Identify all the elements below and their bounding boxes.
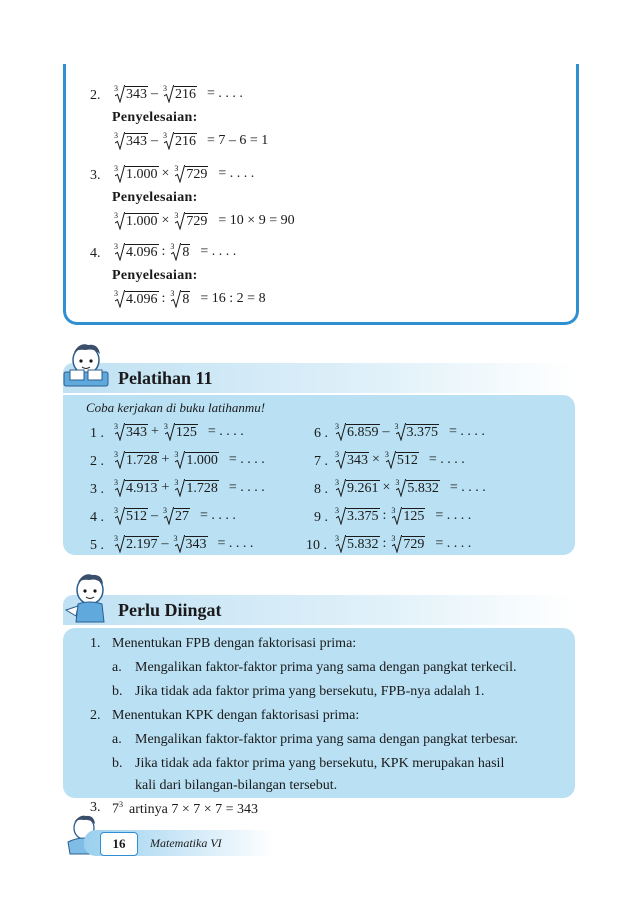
equals-result: = . . . . (200, 244, 237, 259)
solution-label: Penyelesaian: (112, 190, 198, 205)
cube-root-b (163, 85, 197, 103)
equals-result: = 7 – 6 = 1 (207, 133, 269, 148)
cube-root-a (335, 423, 380, 441)
root-index: 3 (114, 289, 118, 298)
pelatihan-instruction: Coba kerjakan di buku latihanmu! (86, 400, 266, 415)
cube-root-a (114, 451, 159, 469)
cube-root-a (114, 212, 159, 230)
equals-result: = . . . . (449, 424, 485, 439)
root-index: 3 (163, 84, 167, 93)
root-index: 3 (170, 242, 175, 251)
example-number: 4. (90, 246, 101, 261)
list-item-text: Jika tidak ada faktor prima yang bersekutu, FPB-nya adalah 1. (135, 684, 485, 699)
root-index: 3 (394, 422, 399, 431)
list-item-text: Mengalikan faktor-faktor prima yang sama dengan pangkat terkecil. (135, 660, 517, 675)
radicand: 343 (185, 537, 207, 552)
radicand: 1.728 (126, 453, 158, 468)
root-index: 3 (335, 506, 339, 515)
radicand: 343 (347, 453, 368, 468)
student-reading-illustration (58, 340, 114, 392)
cube-root-b (391, 535, 425, 553)
child-thinking-illustration (60, 570, 118, 628)
operator: – (382, 424, 390, 439)
root-index: 3 (163, 506, 167, 515)
equals-result: = . . . . (218, 166, 255, 181)
root-index: 3 (114, 534, 118, 543)
cube-root-b (163, 507, 190, 525)
list-label: 1. (90, 636, 101, 651)
root-index: 3 (384, 450, 389, 459)
operator: – (151, 508, 158, 523)
root-index: 3 (174, 478, 179, 487)
root-index: 3 (114, 450, 118, 459)
exercise-expression (112, 479, 265, 497)
example-number: 3. (90, 168, 101, 183)
radicand: 5.832 (347, 537, 379, 552)
exercise-expression (112, 535, 253, 553)
operator: : (161, 244, 166, 259)
equals-result: = . . . . (449, 480, 486, 495)
root-index: 3 (114, 478, 118, 487)
cube-root-b (170, 243, 190, 261)
example-question (112, 243, 236, 261)
power-base: 7 (112, 801, 119, 817)
operator: : (382, 508, 387, 523)
list-label: b. (112, 684, 123, 699)
example-answer (112, 132, 268, 150)
exercise-expression (333, 479, 486, 497)
cube-root-a (335, 507, 380, 525)
power-explanation: artinya 7 × 7 × 7 = 343 (129, 801, 259, 817)
footer-book-title: Matematika VI (150, 836, 222, 850)
exercise-expression (333, 451, 465, 469)
root-index: 3 (114, 242, 118, 251)
solution-label: Penyelesaian: (112, 268, 198, 283)
exercise-number: 5 . (90, 538, 104, 553)
operator: + (161, 452, 170, 467)
list-label: 3. (90, 800, 101, 815)
radicand: 3.375 (406, 425, 438, 440)
cube-root-a (114, 243, 159, 261)
root-index: 3 (114, 164, 118, 173)
solution-label: Penyelesaian: (112, 110, 198, 125)
example-answer (112, 212, 295, 230)
radicand: 729 (186, 214, 208, 229)
root-index: 3 (335, 478, 339, 487)
root-index: 3 (114, 422, 118, 431)
equals-result: = . . . . (207, 86, 243, 101)
list-label: a. (112, 732, 122, 747)
radicand: 216 (175, 134, 196, 149)
cube-root-a (114, 165, 159, 183)
radicand: 1.000 (186, 453, 218, 468)
list-item-text: Mengalikan faktor-faktor prima yang sama dengan pangkat terbesar. (135, 732, 519, 747)
radicand: 2.197 (126, 537, 158, 552)
root-index: 3 (335, 450, 339, 459)
equals-result: = . . . . (228, 480, 265, 495)
root-index: 3 (173, 534, 178, 543)
example-answer (112, 290, 266, 308)
radicand: 216 (175, 87, 196, 102)
cube-root-b (174, 451, 219, 469)
root-index: 3 (114, 84, 118, 93)
exercise-number: 8 . (314, 482, 328, 497)
cube-root-a (114, 479, 159, 497)
root-index: 3 (170, 289, 175, 298)
radicand: 512 (396, 453, 418, 468)
equals-result: = . . . . (217, 536, 254, 551)
exercise-number: 10 . (306, 538, 327, 553)
radicand: 729 (186, 167, 208, 182)
root-index: 3 (114, 211, 118, 220)
exercise-number: 9 . (314, 510, 328, 525)
equals-result: = 16 : 2 = 8 (200, 291, 266, 306)
cube-root-a (114, 290, 159, 308)
cube-root-a (335, 479, 380, 497)
cube-root-b (395, 479, 440, 497)
radicand: 1.000 (126, 214, 158, 229)
exercise-number: 7 . (314, 454, 328, 469)
cube-root-a (114, 507, 148, 525)
root-index: 3 (114, 131, 118, 140)
pelatihan-title: Pelatihan 11 (118, 368, 213, 388)
root-index: 3 (335, 422, 339, 431)
radicand: 3.375 (347, 509, 379, 524)
radicand: 1.000 (126, 167, 158, 182)
radicand: 4.096 (126, 245, 158, 260)
equals-result: = . . . . (428, 452, 465, 467)
root-index: 3 (391, 506, 396, 515)
equals-result: = . . . . (435, 536, 472, 551)
equals-result: = . . . . (200, 508, 236, 523)
equals-result: = . . . . (207, 424, 244, 439)
radicand: 512 (126, 509, 147, 524)
cube-root-a (114, 423, 148, 441)
radicand: 125 (403, 509, 425, 524)
exercise-number: 4 . (90, 510, 104, 525)
list-item-text: Jika tidak ada faktor prima yang bersekutu, KPK merupakan hasil (135, 756, 505, 771)
exercise-expression (112, 507, 236, 525)
cube-root-a (114, 85, 148, 103)
root-index: 3 (163, 131, 167, 140)
radicand: 343 (126, 425, 147, 440)
cube-root-a (114, 132, 148, 150)
cube-root-b (395, 423, 440, 441)
radicand: 1.728 (186, 481, 218, 496)
equals-result: = . . . . (435, 508, 472, 523)
operator: × (161, 213, 170, 228)
example-question (112, 165, 254, 183)
operator: – (151, 133, 158, 148)
operator: : (161, 291, 166, 306)
cube-root-b (391, 507, 425, 525)
exercise-number: 6 . (314, 426, 328, 441)
radicand: 4.913 (126, 481, 158, 496)
radicand: 5.832 (407, 481, 439, 496)
list-item-text: kali dari bilangan-bilangan tersebut. (135, 778, 338, 793)
operator: × (372, 452, 380, 467)
radicand: 9.261 (347, 481, 379, 496)
equals-result: = . . . . (228, 452, 265, 467)
operator: – (161, 536, 169, 551)
cube-root-b (164, 423, 198, 441)
list-item-text: Menentukan FPB dengan faktorisasi prima: (112, 636, 357, 651)
radicand: 125 (175, 425, 197, 440)
pelatihan-box (63, 395, 575, 555)
ingat-title: Perlu Diingat (118, 600, 222, 620)
radicand: 343 (126, 134, 147, 149)
radicand: 6.859 (347, 425, 379, 440)
operator: × (382, 480, 391, 495)
operator: × (161, 166, 170, 181)
power-statement (112, 800, 258, 818)
cube-root-a (114, 535, 159, 553)
operator: – (151, 86, 158, 101)
cube-root-b (170, 290, 190, 308)
exercise-expression (112, 451, 265, 469)
radicand: 27 (175, 509, 189, 524)
exercise-number: 3 . (90, 482, 104, 497)
power-exponent: 3 (119, 800, 123, 809)
list-item-text: Menentukan KPK dengan faktorisasi prima: (112, 708, 360, 723)
exercise-expression (333, 535, 471, 553)
cube-root-b (174, 535, 208, 553)
cube-root-b (163, 132, 197, 150)
exercise-number: 2 . (90, 454, 104, 469)
root-index: 3 (391, 534, 396, 543)
radicand: 8 (182, 292, 190, 307)
exercise-expression (112, 423, 244, 441)
exercise-expression (333, 423, 485, 441)
root-index: 3 (174, 211, 179, 220)
example-number: 2. (90, 88, 101, 103)
operator: + (151, 424, 159, 439)
exercise-number: 1 . (90, 426, 104, 441)
root-index: 3 (174, 450, 179, 459)
root-index: 3 (335, 534, 339, 543)
radicand: 8 (182, 245, 190, 260)
cube-root-a (335, 535, 380, 553)
root-index: 3 (114, 506, 118, 515)
page-number: 16 (100, 832, 138, 856)
exercise-expression (333, 507, 471, 525)
cube-root-b (385, 451, 419, 469)
root-index: 3 (395, 478, 400, 487)
list-label: a. (112, 660, 122, 675)
radicand: 4.096 (126, 292, 158, 307)
radicand: 729 (403, 537, 425, 552)
list-label: b. (112, 756, 123, 771)
radicand: 343 (126, 87, 147, 102)
equals-result: = 10 × 9 = 90 (218, 213, 295, 228)
operator: + (161, 480, 170, 495)
example-question (112, 85, 243, 103)
cube-root-b (174, 212, 208, 230)
operator: : (382, 536, 387, 551)
cube-root-b (174, 165, 208, 183)
root-index: 3 (163, 422, 168, 431)
list-label: 2. (90, 708, 101, 723)
cube-root-b (174, 479, 219, 497)
cube-root-a (335, 451, 369, 469)
root-index: 3 (174, 164, 179, 173)
